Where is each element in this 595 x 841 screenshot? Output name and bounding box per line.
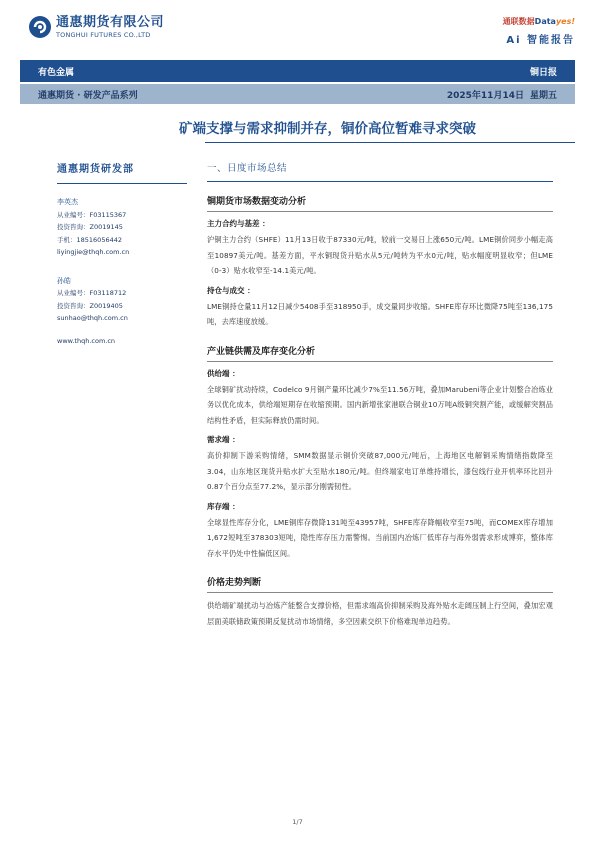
report-type-label: 铜日报 (529, 67, 557, 78)
analyst-license: 从业编号：F03115367 (57, 210, 127, 219)
item-heading: 持仓与成交 ： (207, 285, 255, 295)
company-name-cn: 通惠期货有限公司 (56, 14, 165, 30)
analyst-email[interactable]: liyingjie@thqh.com.cn (57, 248, 130, 256)
subsection-divider (207, 592, 553, 593)
analyst-card (57, 196, 187, 259)
analyst-invest-license: 投资咨询：Z0019145 (57, 223, 123, 231)
subsection-divider (207, 361, 553, 362)
analyst-phone: 手机：18516056442 (57, 235, 122, 244)
paragraph: LME铜持仓量11月12日减少5408手至318950手，成交量同步收缩。SHFE库存环比微降75吨至136,175吨，去库速度放缓。 (207, 301, 553, 326)
weekday-text: 星期五 (529, 90, 557, 101)
category-label: 有色金属 (38, 67, 75, 78)
section-divider (207, 181, 553, 182)
subsection-divider (207, 211, 553, 212)
sidebar (57, 160, 187, 345)
analyst-card (57, 275, 187, 325)
item-heading: 供给端 ： (207, 368, 240, 378)
report-title: 矿端支撑与需求抑制并存，铜价高位暂难寻求突破 (179, 121, 476, 137)
ai-report-label: Ai 智能报告 (506, 35, 575, 46)
subsection-heading: 铜期货市场数据变动分析 (207, 197, 307, 207)
report-date (441, 88, 557, 101)
analyst-license: 从业编号：F03118712 (57, 289, 127, 297)
paragraph: 供给端矿端扰动与冶炼产能整合支撑价格，但需求端高价抑制采购及海外贴水走阔压制上行空间，叠加宏观层面美联储政策预期反复扰动市场情绪，多空因素交织下价格难现单边趋势。 (207, 601, 553, 626)
brand-name-yes: yes! (555, 17, 575, 26)
date-text: 2025年11月14日 (446, 90, 524, 101)
company-logo-icon (28, 15, 52, 39)
paragraph: 全球显性库存分化，LME铜库存微降131吨至43957吨，SHFE库存降幅收窄至75吨，而COMEX库存增加1,672短吨至378303短吨，隐性库存压力需警惕。当前国内冶炼厂低库存与海外弱需求形成博弈，整体库存水平仍处中性偏低区间。 (207, 517, 553, 558)
datayes-brand (503, 16, 575, 46)
subsection-heading: 产业链供需及库存变化分析 (207, 346, 316, 357)
section-heading: 一、日度市场总结 (207, 163, 288, 174)
paragraph: 高价抑制下游采购情绪，SMM数据显示铜价突破87,000元/吨后，上海地区电解铜采购情绪指数降至3.04，山东地区现货升贴水扩大至贴水180元/吨。但终端家电订单维持增长，漆包线行业开机率环比回升0.87个百分点至77.2%，显示部分刚需韧性。 (207, 451, 553, 491)
paragraph: 全球铜矿扰动持续，Codelco 9月铜产量环比减少7%至11.56万吨，叠加Marubeni等企业计划整合冶炼业务以优化成本，供给端短期存在收缩预期。国内新增张家港联合铜业10万吨A级铜突割产能，或缓解突割品结构性矛盾，但实际释放仍需时间。 (207, 384, 553, 425)
research-dept: 通惠期货研发部 (57, 164, 134, 175)
title-divider (205, 142, 575, 143)
item-heading: 主力合约与基差 ： (207, 219, 270, 228)
main-content (207, 160, 553, 629)
subsection-heading: 价格走势判断 (207, 578, 262, 588)
paragraph: 沪铜主力合约（SHFE）11月13日收于87330元/吨，较前一交易日上涨650元/吨。LME铜价同步小幅走高至10897美元/吨。基差方面，平水铜现货升贴水从5元/吨转为平水0元/吨，贴水幅度明显收窄；但LME（0-3）贴水收窄至-14.1美元/吨。 (207, 235, 553, 275)
series-label: 通惠期货 · 研发产品系列 (38, 90, 138, 101)
brand-name-data: Data (534, 17, 556, 26)
company-name-en: TONGHUI FUTURES CO.,LTD (56, 30, 151, 39)
analyst-email[interactable]: sunhao@thqh.com.cn (57, 314, 128, 322)
analyst-invest-license: 投资咨询：Z0019405 (57, 301, 123, 310)
category-bar (20, 60, 575, 82)
item-heading: 库存端 ： (207, 501, 240, 511)
analyst-name: 李英杰 (57, 198, 78, 206)
item-heading: 需求端 ： (207, 435, 240, 444)
analyst-name: 孙皓 (57, 276, 71, 285)
brand-name-cn: 通联数据 (502, 17, 535, 26)
page-number: 1/7 (292, 818, 303, 826)
company-logo (28, 15, 164, 39)
series-bar (20, 84, 575, 104)
dept-divider (57, 183, 187, 184)
website-link[interactable]: www.thqh.com.cn (57, 336, 116, 345)
